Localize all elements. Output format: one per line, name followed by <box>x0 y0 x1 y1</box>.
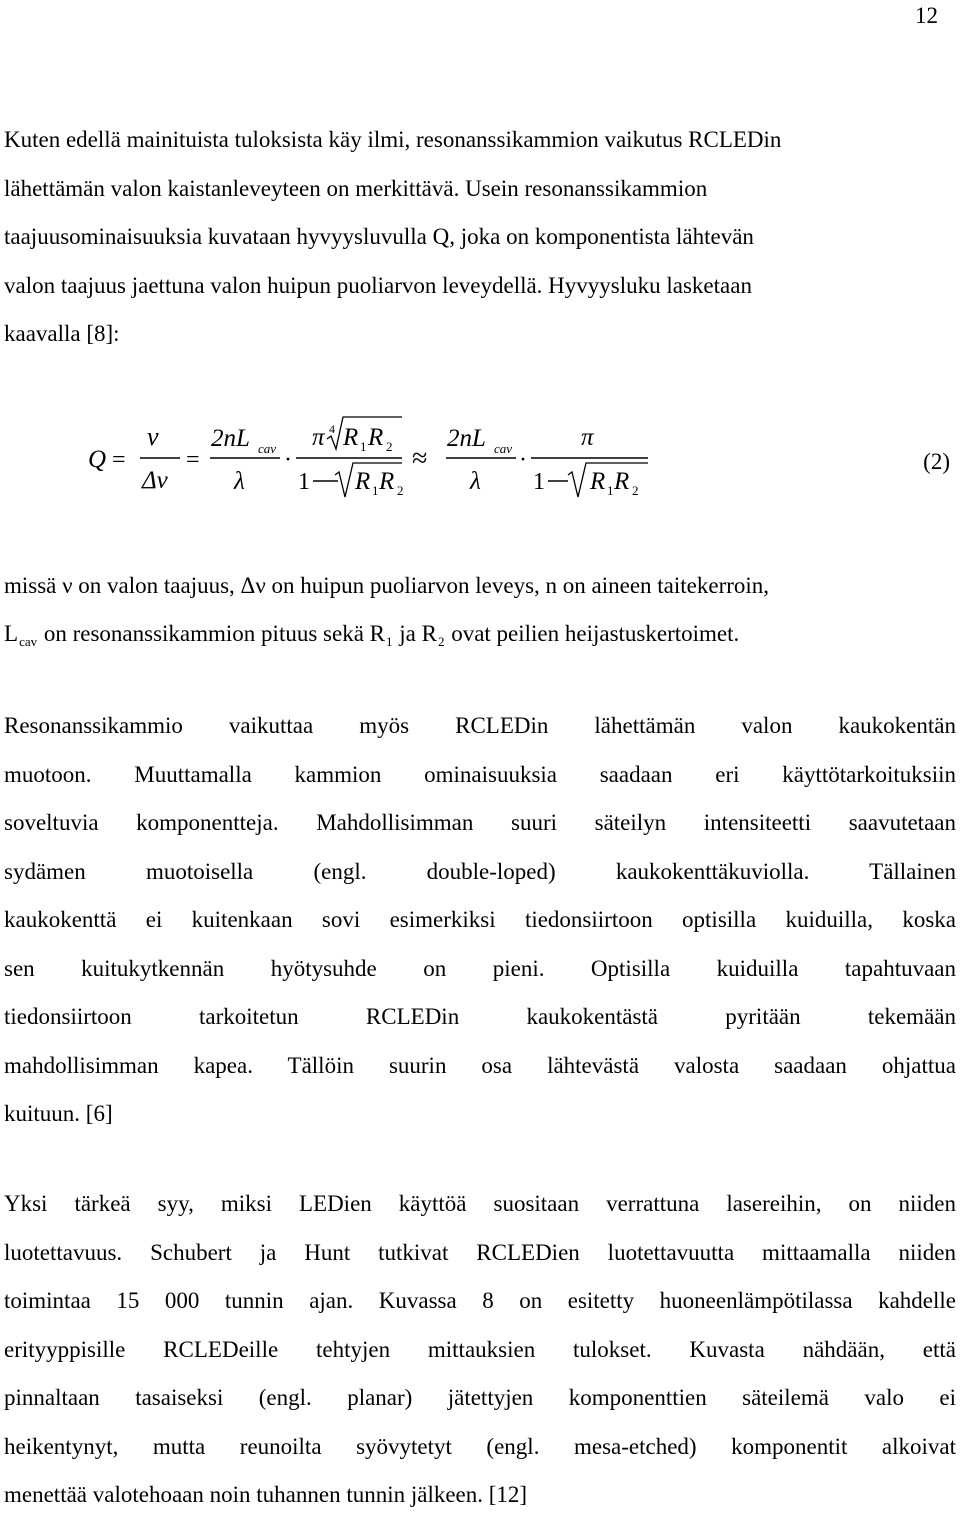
text-line: toimintaa 15 000 tunnin ajan. Kuvassa 8 on esitetty huoneenlämpötilassa kahdelle <box>4 1288 956 1313</box>
eq-sub-2: 2 <box>632 483 639 498</box>
text-line: kaukokenttä ei kuitenkaan sovi esimerkiksi tiedonsiirtoon optisilla kuiduilla, koska <box>4 907 956 932</box>
text-line: mahdollisimman kapea. Tällöin suurin osa lähtevästä valosta saadaan ohjattua <box>4 1052 956 1078</box>
text-line: muotoon. Muuttamalla kammion ominaisuuksia saadaan eri käyttötarkoituksiin <box>4 761 956 787</box>
eq-pi: π <box>312 424 325 451</box>
text-line: taajuusominaisuuksia kuvataan hyvyysluvulla Q, joka on komponentista lähtevän <box>4 224 754 249</box>
eq-equals: = <box>112 447 126 473</box>
eq-sub-2: 2 <box>397 483 404 498</box>
eq-r2: R <box>368 424 384 451</box>
eq-r1: R <box>590 468 606 495</box>
eq-2nl: 2nL <box>447 425 486 452</box>
text-line: erityyppisille RCLEDeille tehtyjen mittauksien tulokset. Kuvasta nähdään, että <box>4 1336 956 1362</box>
eq-root-index: 4 <box>329 422 335 436</box>
text-line: heikentynyt, mutta reunoilta syövytetyt (engl. mesa-etched) komponentit alkoivat <box>4 1433 956 1459</box>
subscript: 2 <box>437 634 445 649</box>
text-run: on resonanssikammion pituus sekä R <box>38 621 385 646</box>
eq-sub-1: 1 <box>607 483 614 498</box>
eq-dot: · <box>284 447 292 473</box>
eq-nu: ν <box>147 422 159 451</box>
text-line: tiedonsiirtoon tarkoitetun RCLEDin kaukokentästä pyritään tekemään <box>4 1004 956 1029</box>
text-line: luotettavuus. Schubert ja Hunt tutkivat RCLEDien luotettavuutta mittaamalla niiden <box>4 1239 956 1265</box>
eq-r1: R <box>343 424 359 451</box>
eq-q-symbol: Q <box>88 446 107 473</box>
paragraph-reliability <box>4 1180 956 1520</box>
text-line: lähettämän valon kaistanleveyteen on merkittävä. Usein resonanssikammion <box>4 175 708 201</box>
eq-sub-cav: cav <box>494 441 513 456</box>
eq-sub-1: 1 <box>372 483 379 498</box>
text-line: Kuten edellä mainituista tuloksista käy ilmi, resonanssikammion vaikutus RCLEDin <box>4 127 782 152</box>
eq-equals: = <box>186 447 200 473</box>
text-run: ja R <box>393 621 437 646</box>
eq-r1: R <box>355 468 371 495</box>
text-run: ovat peilien heijastuskertoimet. <box>445 621 740 646</box>
eq-dot: · <box>519 447 527 473</box>
eq-approx: ≈ <box>412 443 428 474</box>
paragraph-far-field <box>4 702 956 1139</box>
subscript: cav <box>19 634 38 649</box>
eq-one: 1 <box>533 469 545 495</box>
subscript: 1 <box>386 634 393 649</box>
text-run: L <box>4 621 19 646</box>
text-line: sydämen muotoisella (engl. double-loped) kaukokenttäkuviolla. Tällainen <box>4 858 956 884</box>
paragraph-variables <box>4 562 956 661</box>
eq-sub-2: 2 <box>386 439 393 454</box>
text-line: Resonanssikammio vaikuttaa myös RCLEDin lähettämän valon kaukokentän <box>4 713 956 738</box>
text-line <box>4 610 956 661</box>
eq-sub-cav: cav <box>258 441 277 456</box>
text-line: menettää valotehoaan noin tuhannen tunnin jälkeen. [12] <box>4 1482 528 1507</box>
text-line: kuituun. [6] <box>4 1101 113 1126</box>
eq-r2: R <box>379 468 395 495</box>
equation-graphic <box>0 405 960 515</box>
equation-number: (2) <box>923 449 950 474</box>
text-line: sen kuitukytkennän hyötysuhde on pieni. Optisilla kuiduilla tapahtuvaan <box>4 955 956 981</box>
text-line: missä ν on valon taajuus, Δν on huipun puoliarvon leveys, n on aineen taitekerroin, <box>4 573 770 598</box>
text-line: pinnaltaan tasaiseksi (engl. planar) jätettyjen komponenttien säteilemä valo ei <box>4 1385 956 1410</box>
eq-2nl: 2nL <box>211 425 250 452</box>
text-line: kaavalla [8]: <box>4 321 120 346</box>
paragraph-intro <box>4 116 956 359</box>
eq-one: 1 <box>298 469 310 495</box>
text-line: Yksi tärkeä syy, miksi LEDien käyttöä suositaan verrattuna lasereihin, on niiden <box>4 1191 956 1216</box>
page-number: 12 <box>915 3 938 28</box>
eq-pi: π <box>581 424 594 451</box>
text-line: valon taajuus jaettuna valon huipun puoliarvon leveydellä. Hyvyysluku lasketaan <box>4 272 752 298</box>
equation-q-factor <box>0 405 960 515</box>
eq-lambda: λ <box>234 468 245 495</box>
eq-lambda: λ <box>470 468 481 495</box>
eq-delta-nu: Δν <box>142 467 168 494</box>
eq-r2: R <box>614 468 630 495</box>
eq-sub-1: 1 <box>360 439 367 454</box>
text-line: soveltuvia komponentteja. Mahdollisimman suuri säteilyn intensiteetti saavutetaan <box>4 810 956 835</box>
